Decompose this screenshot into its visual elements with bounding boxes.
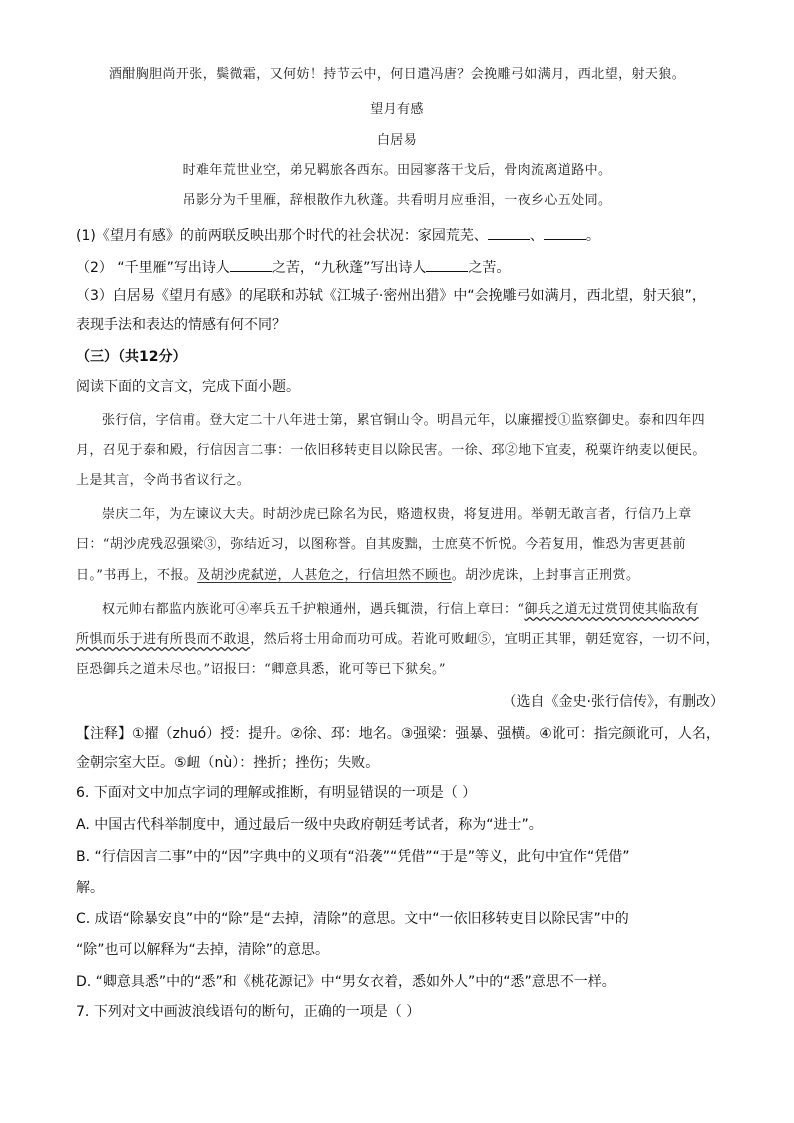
poem-question-2 [76,259,510,275]
poem-question-3-line-2: 表现手法和表达的情感有何不同？ [76,317,286,333]
passage-p1-line-1: 张行信，字信甫。登大定二十八年进士第，累官铜山令。明昌元年，以廉擢授①监察御史。泰和四年四 [102,413,706,428]
poem-question-3-line-1: （3）白居易《望月有感》的尾联和苏轼《江城子·密州出猎》中“会挽雕弓如满月，西北望，射天狼”， [76,288,706,304]
poem2-line-2: 吊影分为千里雁，辞根散作九秋蓬。共看明月应垂泪，一夜乡心五处同。 [182,193,612,208]
p3-line-1-start: 权元帅右都监内族讹可④率兵五千护粮通州，遇兵辄溃，行信上章曰：“ [102,602,525,617]
passage-p1-line-3: 上是其言，令尚书省议行之。 [76,473,251,488]
answer-blank[interactable] [544,227,586,240]
question-6-option-d[interactable]: D. “卿意具悉”中的“悉”和《桃花源记》中“男女衣着，悉如外人”中的“悉”意思不一样。 [76,974,616,990]
q1-separator: 、 [529,228,544,244]
poem2-author: 白居易 [376,133,418,148]
question-6-stem: 6. 下面对文中加点字词的理解或推断，有明显错误的一项是（ ） [76,785,477,801]
q2-text-c: 之苦。 [468,260,511,276]
passage-p2-line-1: 崇庆二年，为左谏议大夫。时胡沙虎已除名为民，赂遗权贵，将复进用。举朝无敢言者，行信乃上章 [102,507,692,522]
question-6-option-a[interactable]: A. 中国古代科举制度中，通过最后一级中央政府朝廷考试者，称为“进士”。 [76,817,543,833]
notes-line-1: 【注释】①擢（zhuó）授：提升。②徐、邳：地名。③强梁：强暴、强横。④讹可：指完颜讹可，人名， [76,726,720,742]
question-6-option-c-line-2: “除”也可以解释为“去掉，清除”的意思。 [76,942,330,958]
passage-p2-line-3 [76,569,639,582]
poem2-title: 望月有感 [370,102,424,117]
q2-text-b: 之苦，“九秋蓬”写出诗人 [271,260,427,276]
wavy-underlined-sentence-part-2: 所惧而乐于进有所畏而不敢退 [76,632,251,647]
q2-text-a: （2） “千里雁”写出诗人 [76,260,230,276]
p2-line-3-end: 。胡沙虎诛，上封事言正刑赏。 [451,568,640,583]
poem1-last-line: 酒酣胸胆尚开张，鬓微霜，又何妨！持节云中，何日遣冯唐？会挽雕弓如满月，西北望，射天狼。 [108,67,686,82]
answer-blank[interactable] [230,259,272,272]
section-3-heading: （三）（共12分） [76,349,187,365]
notes-line-2: 金朝宗室大臣。⑤衄（nù）：挫折；挫伤；失败。 [76,755,380,771]
question-7-stem: 7. 下列对文中画波浪线语句的断句，正确的一项是（ ） [76,1004,421,1020]
poem-question-1 [76,227,600,243]
question-6-option-b-line-2: 解。 [76,880,104,896]
p3-line-2-end: ，然后将士用命而功可成。若讹可败衄⑤，宜明正其罪，朝廷宽容，一切不问， [250,632,720,647]
passage-p3-line-3: 臣恐御兵之道未尽也。”诏报曰：“卿意具悉，讹可等已下狱矣。” [76,662,446,677]
question-6-option-c-line-1[interactable]: C. 成语“除暴安良”中的“除”是“去掉，清除”的意思。文中“一依旧移转吏目以除民害”中的 [76,911,629,927]
answer-blank[interactable] [426,259,468,272]
question-6-option-b-line-1[interactable]: B. “行信因言二事”中的“因”字典中的义项有“沿袭”“凭借”“于是”等义，此句中宜作“凭借” [76,849,630,865]
passage-source: （选自《金史·张行信传》，有删改） [502,694,724,710]
q1-text: (1)《望月有感》的前两联反映出那个时代的社会状况：家园荒芜、 [76,228,488,244]
p2-line-3-start: 日。”书再上，不报。 [76,568,198,583]
passage-p2-line-2: 曰：“胡沙虎残忍强梁③，弥结近习，以图称誉。自其废黜，士庶莫不忻悦。今若复用，惟恐为害更甚前 [76,537,687,552]
straight-underlined-sentence: 及胡沙虎弑逆，人甚危之，行信坦然不顾也 [197,568,452,583]
answer-blank[interactable] [488,227,530,240]
passage-p1-line-2: 月，召见于泰和殿，行信因言二事：一依旧移转吏目以除民害。一徐、邳②地下宜麦，税粟许纳麦以便民。 [76,443,706,458]
passage-p3-line-1 [102,603,699,616]
q1-end: 。 [585,228,600,244]
passage-p3-line-2 [76,633,719,646]
poem2-line-1: 时难年荒世业空，弟兄羁旅各西东。田园寥落干戈后，骨肉流离道路中。 [182,163,612,178]
section-3-instruction: 阅读下面的文言文，完成下面小题。 [76,379,300,395]
wavy-underlined-sentence-part-1: 御兵之道无过赏罚使其临敌有 [524,602,699,617]
